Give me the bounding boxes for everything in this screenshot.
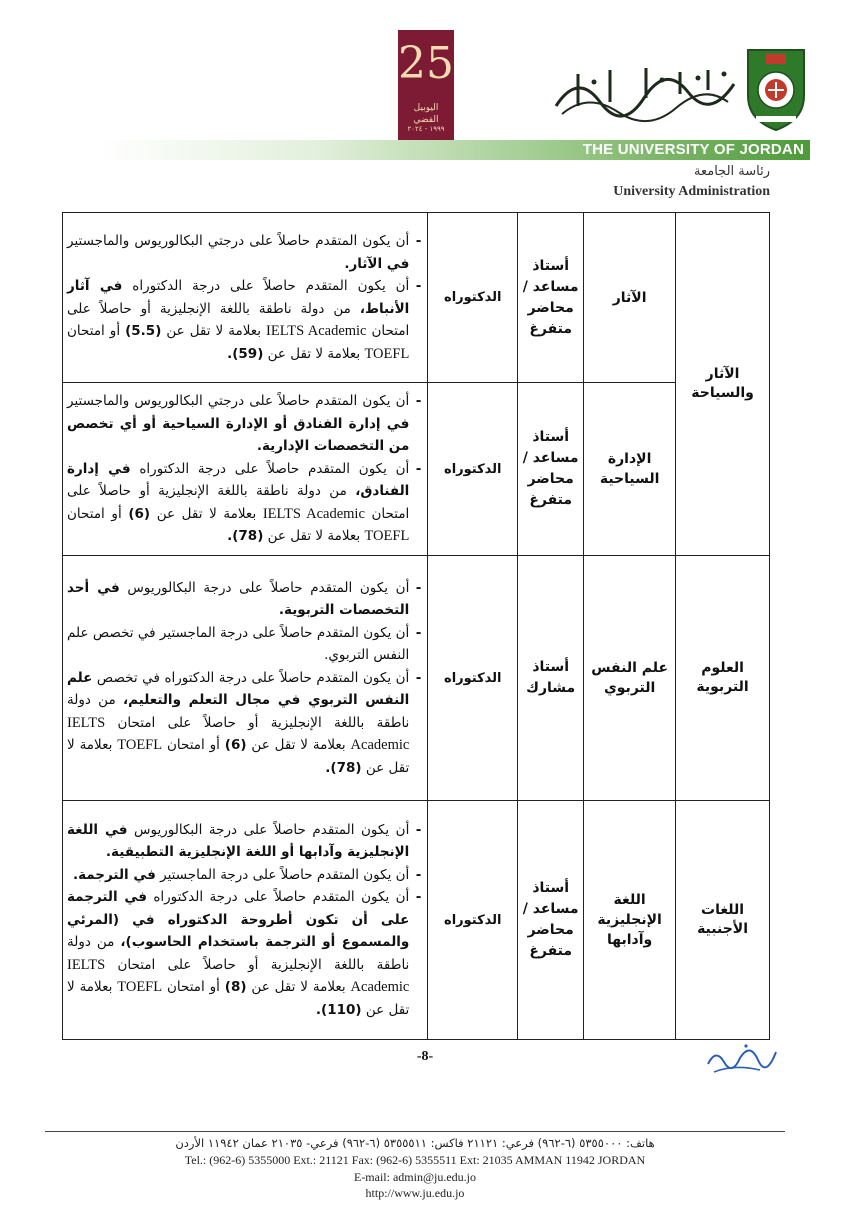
requirement-text: (78). [325, 759, 362, 776]
requirement-text: بعلامة لا تقل عن [263, 345, 365, 362]
footer-website[interactable]: http://www.ju.edu.jo [365, 1186, 465, 1200]
requirement-text: (78). [227, 528, 264, 545]
requirements-list [67, 390, 421, 548]
requirement-text: بعلامة لا تقل عن [150, 505, 263, 522]
requirements-list [67, 230, 421, 365]
jubilee-label: اليوبيل الفضي [413, 103, 439, 125]
requirement-text: (6) [128, 505, 151, 522]
requirement-text: أن يكون المتقدم حاصلاً على درجة البكالوريوس [127, 821, 410, 838]
requirement-text: (110). [315, 1001, 362, 1018]
requirement-item [67, 458, 421, 548]
requirement-text: أن يكون المتقدم حاصلاً على درجة البكالوريوس [119, 579, 410, 596]
requirements-list [67, 819, 421, 1022]
requirement-text: TOEFL [117, 979, 163, 996]
requirement-text: بعلامة لا تقل عن [161, 323, 267, 339]
requirement-text: علم النفس التربوي في مجال التعلم والتعليم، [67, 669, 410, 709]
degree-cell: الدكتوراه [428, 213, 518, 383]
positions-table [62, 212, 770, 1040]
footer-divider [45, 1131, 785, 1132]
requirement-item [67, 819, 421, 864]
requirement-text: أن يكون المتقدم حاصلاً على درجة الدكتوراه [130, 460, 410, 477]
requirement-text: TOEFL [117, 737, 163, 754]
faculty-cell: الآثار والسياحة [676, 213, 770, 556]
degree-cell: الدكتوراه [428, 556, 518, 801]
requirements-cell [63, 383, 428, 556]
requirement-text: أن يكون المتقدم حاصلاً على درجة الماجستير [155, 866, 410, 883]
requirement-text: في الترجمة على أن تكون أطروحة الدكتوراه في (المرئي والمسموع أو الترجمة باستخدام الحاسوب)، [67, 889, 410, 951]
requirement-text: أن يكون المتقدم حاصلاً على درجة الدكتوراه [122, 278, 410, 294]
requirements-list [67, 577, 421, 780]
requirement-text: في الترجمة. [72, 866, 156, 883]
requirement-text: أن يكون المتقدم حاصلاً على درجة الدكتوراه [146, 889, 410, 906]
requirement-text: (8) [224, 979, 247, 996]
requirement-text: بعلامة لا تقل عن [67, 979, 410, 1018]
rank-cell: أستاذ مشارك [518, 556, 584, 801]
university-english-name: THE UNIVERSITY OF JORDAN [582, 141, 804, 158]
requirement-item [67, 622, 421, 667]
requirement-text: أن يكون المتقدم حاصلاً على درجة الماجستير في تخصص علم النفس التربوي. [67, 624, 410, 664]
department-cell: اللغة الإنجليزية وآدابها [584, 801, 676, 1040]
university-arabic-calligraphy-logo [548, 62, 740, 124]
rank-cell: أستاذ مساعد / محاضر متفرغ [518, 213, 584, 383]
footer-contact-english: Tel.: (962-6) 5355000 Ext.: 21121 Fax: (962-6) 5355511 Ext: 21035 AMMAN 11942 JORDAN [184, 1153, 646, 1167]
silver-jubilee-logo [398, 30, 454, 142]
department-cell: الإدارة السياحية [584, 383, 676, 556]
requirement-text: (59). [227, 345, 264, 362]
requirement-item [67, 230, 421, 275]
requirement-text: IELTS Academic [266, 323, 367, 339]
table-row [63, 383, 770, 556]
footer-email[interactable]: E-mail: admin@ju.edu.jo [353, 1170, 477, 1184]
degree-cell: الدكتوراه [428, 383, 518, 556]
requirement-text: TOEFL [364, 528, 410, 545]
requirement-text: في اللغة الإنجليزية وآدابها أو اللغة الإنجليزية التطبيقية. [67, 821, 410, 861]
requirement-text: TOEFL [364, 345, 410, 362]
jubilee-numeral: 25 [398, 38, 454, 89]
requirement-text: (5.5) [125, 323, 162, 339]
requirement-text: IELTS Academic [67, 956, 410, 996]
requirement-text: في آثار الأنباط، [67, 278, 410, 317]
footer-contact-arabic: هاتف: ٥٣٥٥٠٠٠ (٦-٩٦٢) فرعي: ٢١١٢١ فاكس: ٥٣٥٥٥١١ (٦-٩٦٢) فرعي- ٢١٠٣٥ عمان ١١٩٤٢ الأردن [175, 1136, 655, 1150]
requirements-cell [63, 213, 428, 383]
requirement-item [67, 864, 421, 887]
requirement-item [67, 886, 421, 1021]
requirement-text: IELTS Academic [67, 714, 410, 754]
rank-cell: أستاذ مساعد / محاضر متفرغ [518, 801, 584, 1040]
jubilee-years: ١٩٩٩ - ٢٠٢٤ [407, 125, 445, 133]
requirement-item [67, 275, 421, 365]
requirement-text: أو امتحان [67, 323, 126, 339]
requirement-text: أن يكون المتقدم حاصلاً على درجتي البكالوريوس والماجستير [67, 233, 410, 249]
requirement-text: في الآثار. [344, 255, 410, 272]
rank-cell: أستاذ مساعد / محاضر متفرغ [518, 383, 584, 556]
degree-cell: الدكتوراه [428, 801, 518, 1040]
requirement-text: بعلامة لا تقل عن [246, 737, 351, 754]
administration-arabic: رئاسة الجامعة [694, 164, 770, 179]
requirement-text: في إدارة الفنادق، [67, 460, 410, 500]
requirement-text: من دولة ناطقة باللغة الإنجليزية أو حاصلاً على امتحان [67, 483, 410, 522]
requirements-cell [63, 556, 428, 801]
faculty-cell: اللغات الأجنبية [676, 801, 770, 1040]
page-number: -8- [416, 1049, 434, 1064]
requirement-item [67, 667, 421, 780]
requirement-text: بعلامة لا تقل عن [67, 737, 410, 776]
department-cell: علم النفس التربوي [584, 556, 676, 801]
requirement-text: أن يكون المتقدم حاصلاً على درجة الدكتوراه في تخصص [92, 669, 410, 686]
requirement-text: في أحد التخصصات التربوية. [67, 579, 410, 619]
requirement-text: (6) [224, 737, 247, 754]
requirement-text: بعلامة لا تقل عن [263, 528, 365, 545]
requirement-text: IELTS Academic [262, 505, 365, 522]
requirement-text: من دولة ناطقة باللغة الإنجليزية أو حاصلاً على امتحان [67, 692, 410, 731]
requirement-text: في إدارة الفنادق أو الإدارة السياحية أو أي تخصص من التخصصات الإدارية. [67, 415, 410, 455]
administration-english: University Administration [613, 184, 770, 199]
requirement-text: من دولة ناطقة باللغة الإنجليزية أو حاصلاً على امتحان [67, 934, 410, 973]
department-cell: الآثار [584, 213, 676, 383]
requirement-text: من دولة ناطقة باللغة الإنجليزية أو حاصلاً على امتحان [67, 300, 410, 339]
requirement-text: أن يكون المتقدم حاصلاً على درجتي البكالوريوس والماجستير [67, 393, 410, 410]
table-row [63, 801, 770, 1040]
requirement-item [67, 390, 421, 458]
handwritten-signature [700, 1034, 780, 1078]
faculty-cell: العلوم التربوية [676, 556, 770, 801]
requirement-text: بعلامة لا تقل عن [246, 979, 351, 996]
university-crest-icon [744, 46, 808, 132]
requirement-text: أو امتحان [162, 979, 225, 996]
table-row [63, 213, 770, 383]
requirement-text: أو امتحان [67, 505, 129, 522]
table-row [63, 556, 770, 801]
requirement-item [67, 577, 421, 622]
requirement-text: أو امتحان [162, 737, 225, 754]
requirements-cell [63, 801, 428, 1040]
